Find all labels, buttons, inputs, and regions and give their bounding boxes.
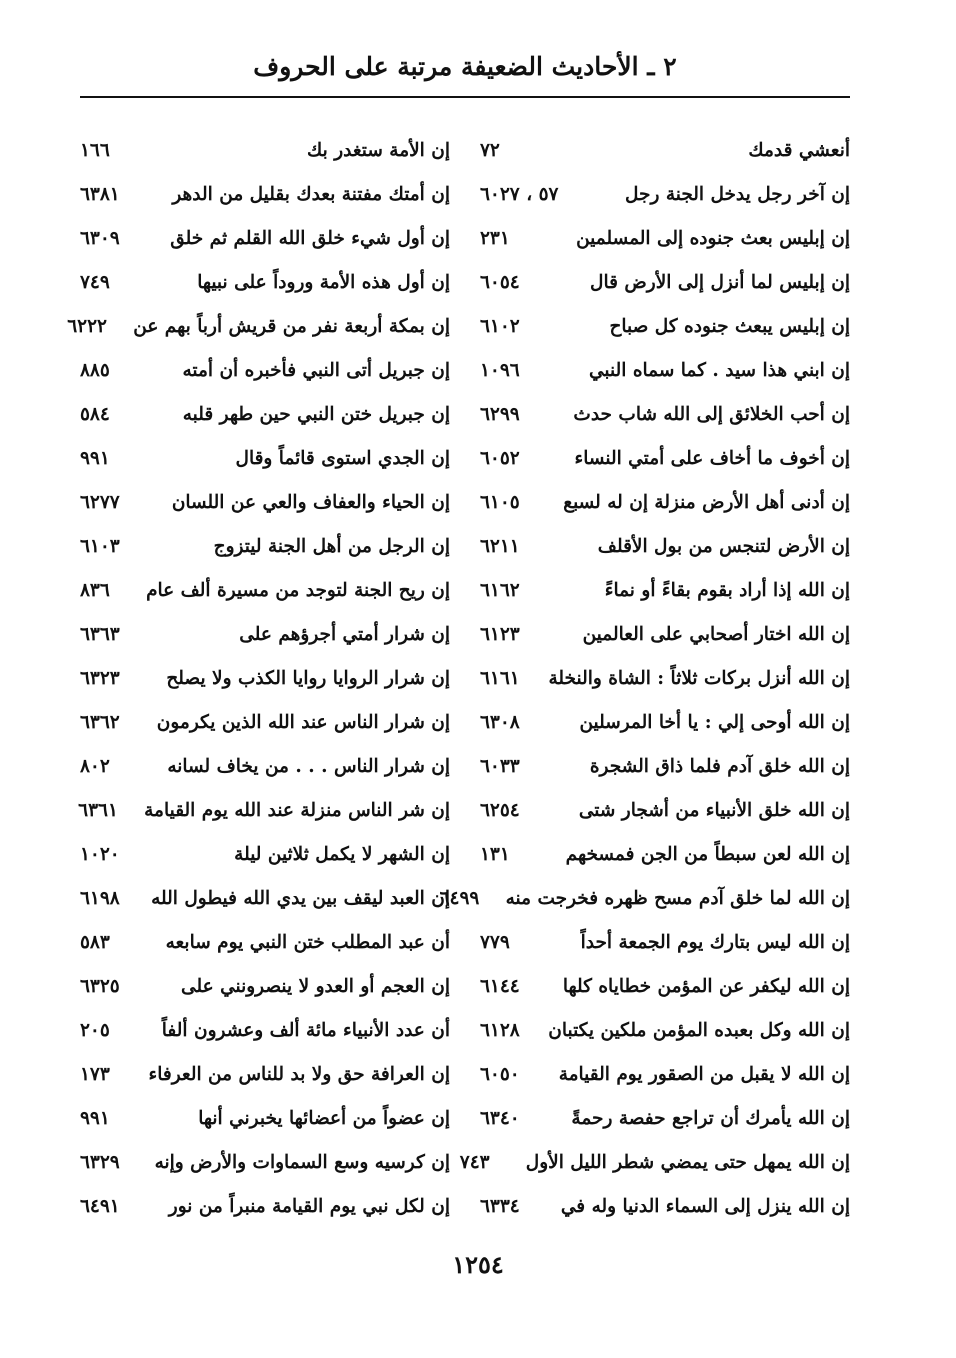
entry-text: إن الجدي استوى قائماً وقال: [235, 447, 450, 469]
entry-text: إن الله لما خلق آدم مسح ظهره فخرجت منه: [505, 887, 850, 909]
entry-number: ٥٧ ، ٦٠٢٧: [480, 183, 559, 205]
entry-number: ٦١٠٣: [80, 535, 120, 557]
entry-text: إن العرافة حق ولا بد للناس من العرفاء: [148, 1063, 450, 1085]
index-entry: [480, 172, 850, 216]
entry-number: ٦١٩٨: [80, 887, 120, 909]
entry-number: ١٠٢٠: [80, 843, 120, 865]
entry-number: ٦٣٢٩: [80, 1151, 120, 1173]
index-entry: [480, 744, 850, 788]
entry-text: إن شر الناس منزلة عند الله يوم القيامة: [144, 799, 450, 821]
entry-text: إن أخوف ما أخاف على أمتي النساء: [574, 447, 850, 469]
index-entry: [80, 172, 450, 216]
entry-text: إن الله ينزل إلى السماء الدنيا وله في: [560, 1195, 850, 1217]
index-entry: [80, 1052, 450, 1096]
entry-text: إن الله لعن سبطاً من الجن فمسخهم: [565, 843, 850, 865]
index-entry: [80, 1008, 450, 1052]
entry-number: ٦٢١١: [480, 535, 520, 557]
index-entry: [480, 436, 850, 480]
index-entry: [80, 656, 450, 700]
index-entry: [80, 348, 450, 392]
index-entry: [480, 260, 850, 304]
entry-text: إن أمتك مفتنة بعدك بقليل من الدهر: [172, 183, 450, 205]
entry-text: إن الله إذا أراد بقوم بقاءً أو نماءً: [604, 579, 850, 601]
index-entry: [480, 216, 850, 260]
entry-text: إن كرسيه وسع السماوات والأرض وإنه: [154, 1151, 450, 1173]
entry-number: ٦٣٣٤: [480, 1195, 520, 1217]
entry-text: إن الله اختار أصحابي على العالمين: [582, 623, 850, 645]
entry-number: ٦٢٥٤: [480, 799, 520, 821]
index-entry: [480, 568, 850, 612]
entry-number: ٢٣١: [480, 227, 510, 249]
entry-number: ٦٠٣٣: [480, 755, 520, 777]
entry-text: إن شرار أمتي أجرؤهم على: [239, 623, 450, 645]
entry-number: ٦٣٦٢: [80, 711, 120, 733]
entry-text: إن أول هذه الأمة وروداً على نبيها: [197, 271, 450, 293]
entry-number: ٧٤٩: [80, 271, 110, 293]
entry-text: إن الله يأمرك أن تراجع حفصة رحمةً: [571, 1107, 850, 1129]
entry-text: إن الأرض لتنجس من بول الأقلف: [597, 535, 850, 557]
entry-number: ٦٢٢٢: [67, 315, 107, 337]
entry-number: ٦١٦٢: [480, 579, 520, 601]
index-entry: [80, 1096, 450, 1140]
entry-text: إن أحب الخلائق إلى الله شاب حدث: [573, 403, 850, 425]
entry-text: إن إبليس يبعث جنوده كل صباح: [609, 315, 850, 337]
index-entry: [80, 964, 450, 1008]
index-entry: [80, 480, 450, 524]
index-entry: [480, 392, 850, 436]
entry-number: ٨٣٦: [80, 579, 110, 601]
entry-number: ١٦٦: [80, 139, 110, 161]
index-entry: [480, 524, 850, 568]
index-entry: [80, 436, 450, 480]
entry-number: ٧٧٩: [480, 931, 510, 953]
entry-text: إن عضواً من أعضائها يخبرني أنها: [198, 1107, 450, 1129]
entry-text: إن إبليس بعث جنوده إلى المسلمين: [576, 227, 850, 249]
entry-text: إن الحياء والعفاف والعي عن اللسان: [171, 491, 450, 513]
entry-text: إن إبليس لما أنزل إلى الأرض قال: [590, 271, 850, 293]
entry-number: ٦٣٢٣: [80, 667, 120, 689]
index-entry: [480, 128, 850, 172]
entry-number: ٦٣٨١: [80, 183, 120, 205]
entry-text: إن الله خلق الأنبياء من أشجار شتى: [578, 799, 850, 821]
entry-text: إن شرار الروايا روايا الكذب ولا يصلح: [166, 667, 450, 689]
index-entry: [80, 1140, 450, 1184]
entry-number: ٦١٠٥: [480, 491, 520, 513]
entry-number: ٩٩١: [80, 1107, 110, 1129]
entry-number: ٦٤٩١: [80, 1195, 120, 1217]
entry-number: ٦٣٠٨: [480, 711, 520, 733]
entry-number: ٨٠٢: [80, 755, 110, 777]
entry-text: إن الله يمهل حتى يمضي شطر الليل الأول: [525, 1151, 850, 1173]
entry-number: ٩٩١: [80, 447, 110, 469]
index-entry: [80, 744, 450, 788]
index-entry: [480, 480, 850, 524]
index-entry: [480, 348, 850, 392]
index-entry: [480, 304, 850, 348]
entry-text: إن الأمة ستغدر بك: [307, 139, 450, 161]
entry-text: إن الرجل من أهل الجنة ليتزوج: [213, 535, 450, 557]
index-entry: [80, 612, 450, 656]
index-entry: [459, 1140, 850, 1184]
index-entry: [439, 876, 850, 920]
index-entry: [80, 832, 450, 876]
entry-text: إن الله ليكفر عن المؤمن خطاياه كلها: [562, 975, 850, 997]
index-entry: [480, 788, 850, 832]
entry-number: ٦٠٥٤: [480, 271, 520, 293]
index-entry: [67, 304, 450, 348]
entry-text: إن ريح الجنة لتوجد من مسيرة ألف عام: [146, 579, 450, 601]
index-entry: [80, 568, 450, 612]
entry-number: ٦١٦١: [480, 667, 520, 689]
index-entry: [80, 700, 450, 744]
index-entry: [480, 1008, 850, 1052]
index-column-right: [439, 128, 850, 1228]
index-entry: [80, 788, 450, 832]
entry-number: ٦٣٢٥: [80, 975, 120, 997]
index-entry: [480, 964, 850, 1008]
entry-number: ٦٣٦٣: [80, 623, 120, 645]
entry-text: إن الله أوحى إلي : يا أخا المرسلين: [579, 711, 850, 733]
index-entry: [480, 656, 850, 700]
entry-text: إن الله أنزل بركات ثلاثاً : الشاة والنخلة: [548, 667, 850, 689]
entry-number: ١٣١: [480, 843, 510, 865]
entry-text: إن الله وكل بعبده المؤمن ملكين يكتبان: [548, 1019, 850, 1041]
index-entry: [80, 876, 450, 920]
index-entry: [480, 1052, 850, 1096]
entry-number: ٦١٢٣: [480, 623, 520, 645]
header-rule: [80, 96, 850, 98]
entry-text: أن عدد الأنبياء مائة ألف وعشرون ألفاً: [161, 1019, 450, 1041]
entry-text: إن الله ليس بتارك يوم الجمعة أحداً: [580, 931, 850, 953]
entry-text: إن آخر رجل يدخل الجنة رجل: [625, 183, 850, 205]
entry-text: إن الشهر لا يكمل ثلاثين ليلة: [234, 843, 450, 865]
index-column-left: [67, 128, 450, 1228]
entry-text: إن ابني هذا سيد . كما سماه النبي: [589, 359, 850, 381]
entry-number: ٦١٠٢: [480, 315, 520, 337]
entry-number: ١٧٣: [80, 1063, 110, 1085]
entry-number: ٢٠٥: [80, 1019, 110, 1041]
index-entry: [480, 920, 850, 964]
index-entry: [80, 524, 450, 568]
index-entry: [80, 128, 450, 172]
page-number: ١٢٥٤: [452, 1250, 504, 1279]
entry-number: ٨٨٥: [80, 359, 110, 381]
entry-number: ٦٤٩٩: [439, 887, 480, 909]
entry-text: إن لكل نبي يوم القيامة منبراً من نور: [168, 1195, 450, 1217]
entry-number: ٧٢: [480, 139, 500, 161]
index-entry: [480, 700, 850, 744]
entry-text: إن جبريل أتى النبي فأخبره أن أمته: [182, 359, 450, 381]
entry-number: ٦١٤٤: [480, 975, 520, 997]
entry-number: ٥٨٣: [80, 931, 110, 953]
index-entry: [480, 612, 850, 656]
entry-text: إن جبريل ختن النبي حين طهر قلبه: [182, 403, 450, 425]
index-entry: [480, 832, 850, 876]
index-entry: [480, 1184, 850, 1228]
index-entry: [480, 1096, 850, 1140]
entry-text: أنعشي قدمك: [748, 139, 850, 161]
index-entry: [80, 1184, 450, 1228]
entry-number: ٥٨٤: [80, 403, 110, 425]
entry-number: ٦١٢٨: [480, 1019, 520, 1041]
entry-text: إن أدنى أهل الأرض منزلة إن له لسبع: [563, 491, 850, 513]
entry-text: إن شرار الناس . . . من يخاف لسانه: [167, 755, 450, 777]
index-entry: [80, 216, 450, 260]
entry-number: ٦٣٤٠: [480, 1107, 520, 1129]
index-entry: [80, 920, 450, 964]
entry-number: ٦٢٩٩: [480, 403, 520, 425]
entry-text: إن شرار الناس عند الله الذين يكرمون: [156, 711, 450, 733]
index-entry: [80, 260, 450, 304]
entry-number: ١٠٩٦: [480, 359, 520, 381]
entry-text: إن أول شيء خلق الله القلم ثم خلق: [170, 227, 450, 249]
entry-text: أن عبد المطلب ختن النبي يوم سابعه: [165, 931, 450, 953]
entry-text: إن العجم أو العدو لا ينصرونني على: [181, 975, 450, 997]
entry-number: ٦٣٠٩: [80, 227, 120, 249]
entry-text: إن الله لا يقبل من الصقور يوم القيامة: [558, 1063, 850, 1085]
entry-text: إن العبد ليقف بين يدي الله فيطول الله: [151, 887, 450, 909]
entry-number: ٦٢٧٧: [80, 491, 120, 513]
entry-number: ٦٠٥٠: [480, 1063, 520, 1085]
index-entry: [80, 392, 450, 436]
entry-text: إن بمكة أربعة نفر من قريش أرباً بهم عن: [133, 315, 450, 337]
entry-number: ٧٤٣: [459, 1151, 490, 1173]
entry-number: ٦٣٦١: [78, 799, 118, 821]
running-header: ٢ ـ الأحاديث الضعيفة مرتبة على الحروف: [253, 52, 677, 81]
entry-text: إن الله خلق آدم فلما ذاق الشجرة: [589, 755, 850, 777]
entry-number: ٦٠٥٢: [480, 447, 520, 469]
